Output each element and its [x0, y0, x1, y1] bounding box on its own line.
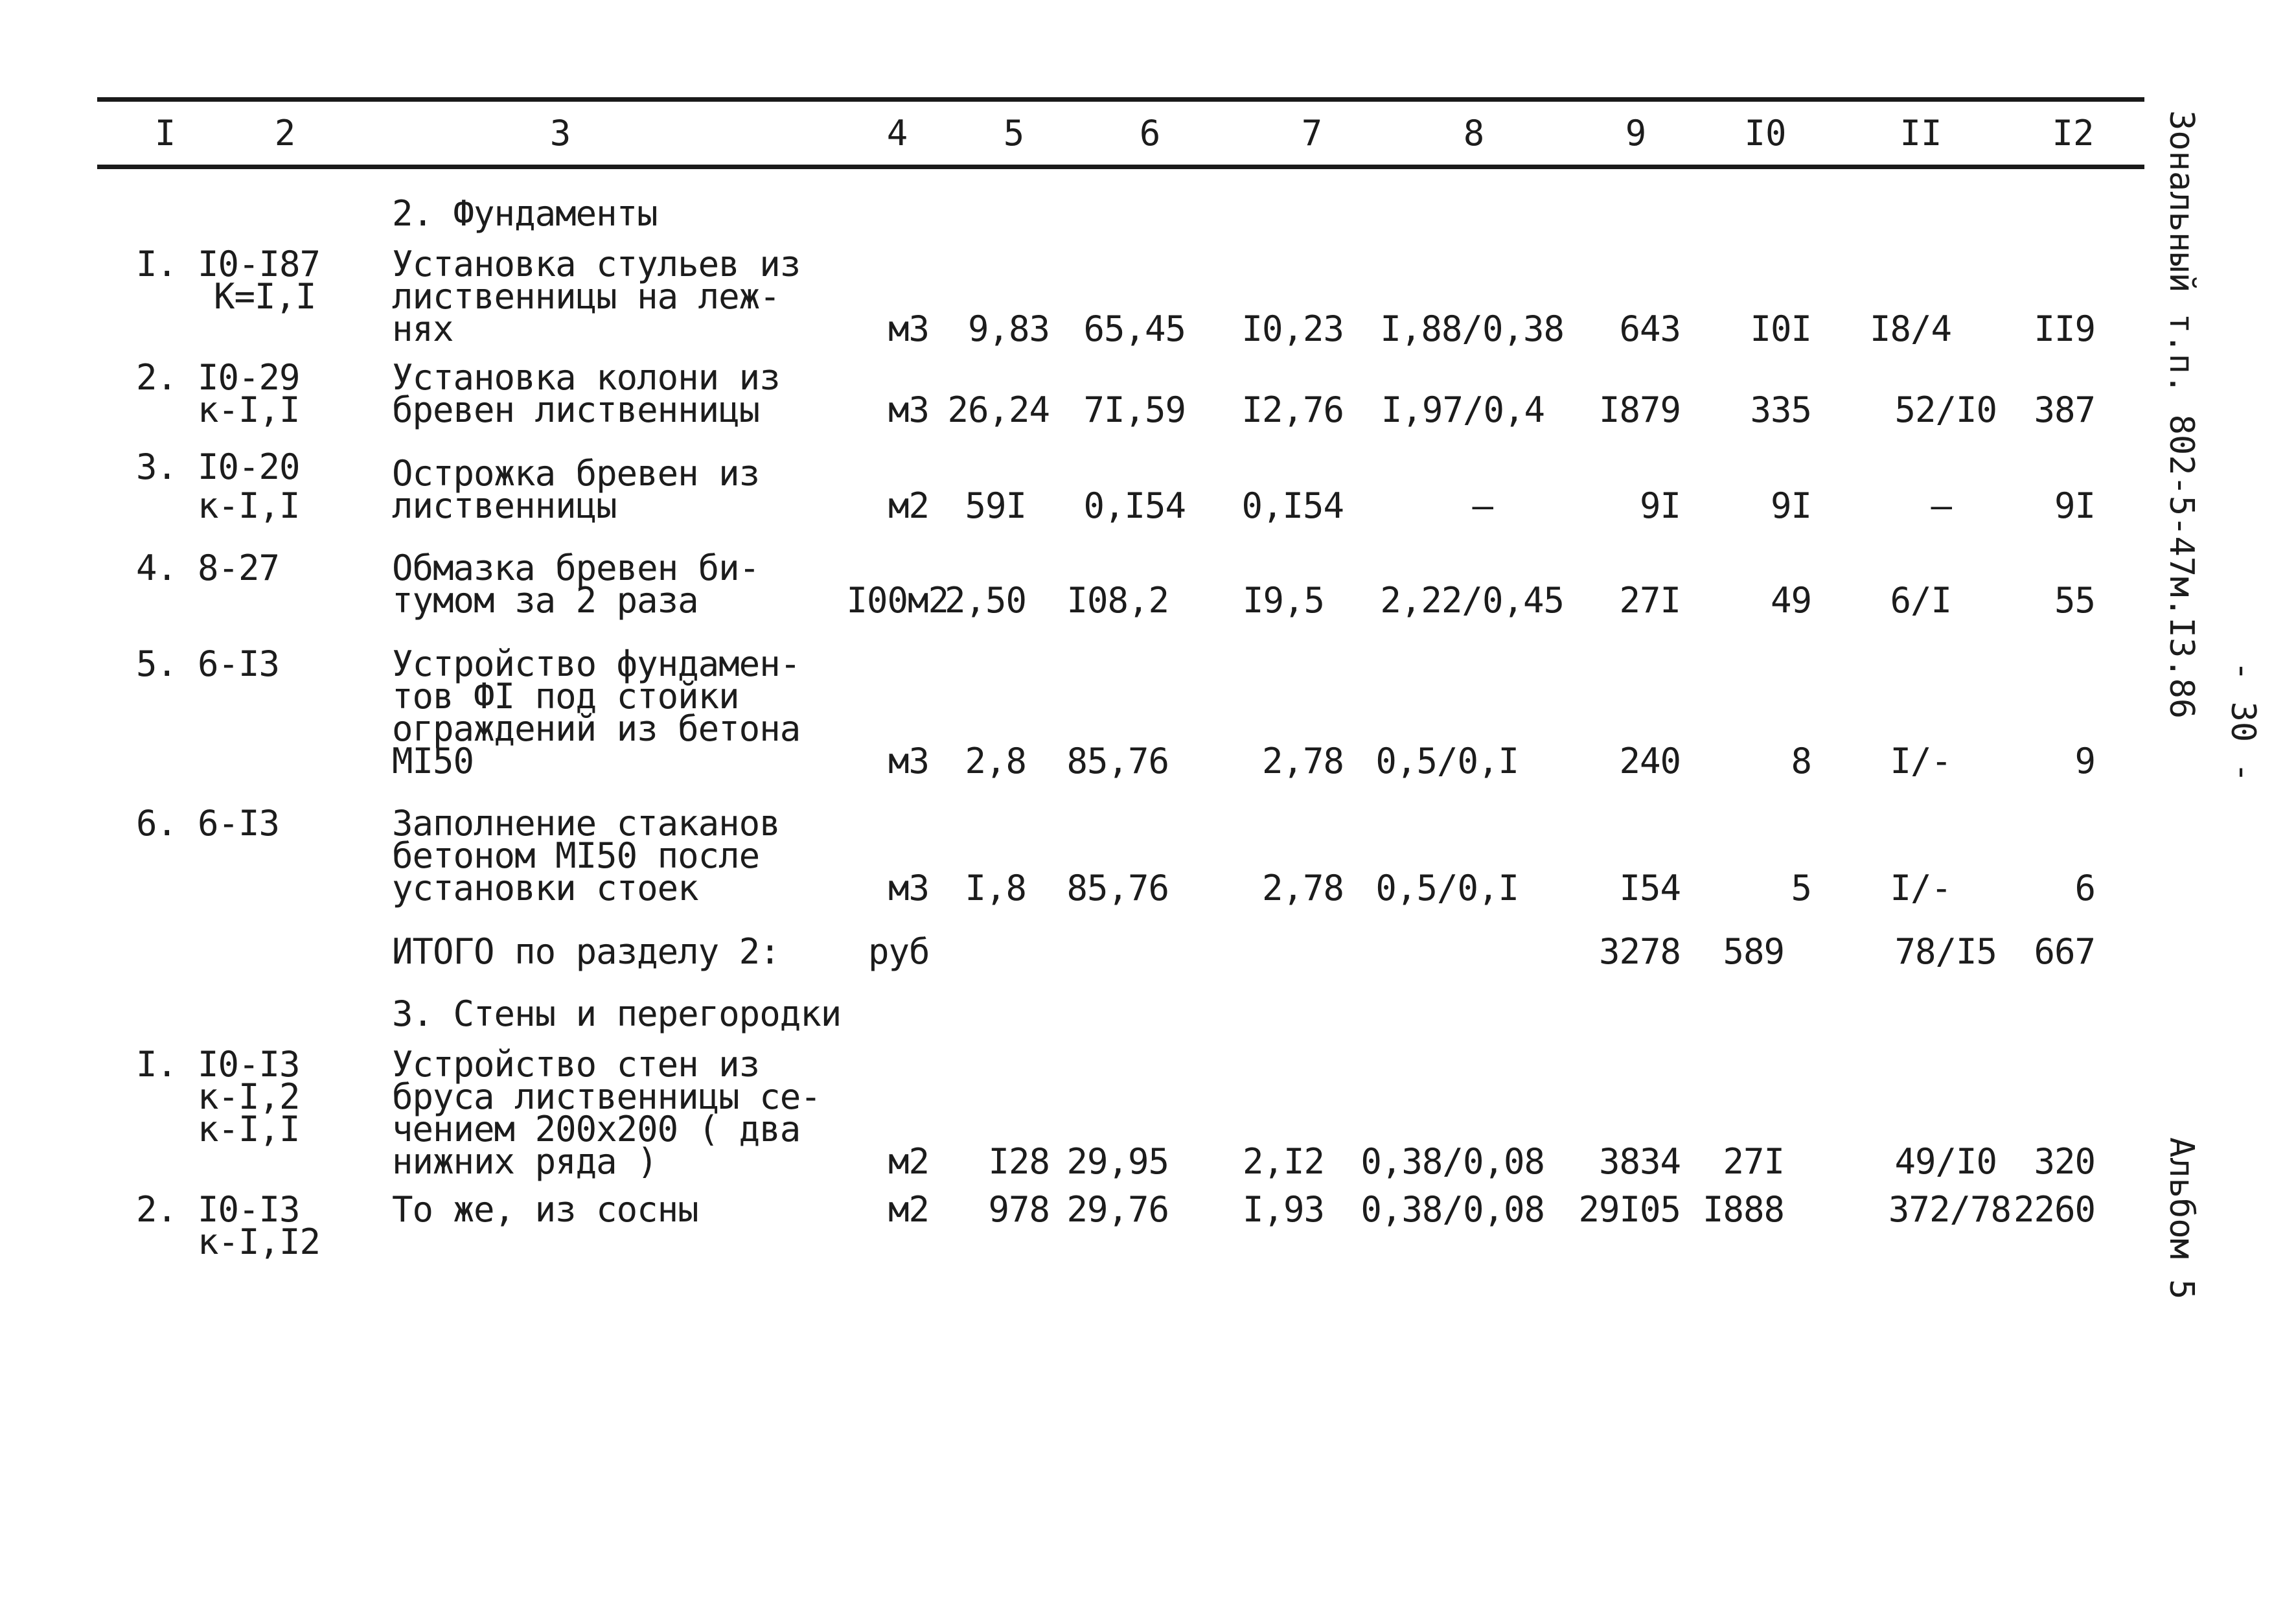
- column-header-6: 6: [1139, 113, 1161, 154]
- cell-col5: I28: [988, 1141, 1050, 1182]
- cell-col9: I54: [1619, 868, 1681, 908]
- column-header-12: I2: [2052, 113, 2095, 154]
- section-title: 3. Стены и перегородки: [392, 993, 842, 1034]
- section-title: 2. Фундаменты: [392, 193, 658, 234]
- cell-col7: 2,78: [1261, 868, 1344, 908]
- cell-col11: 52/I0: [1894, 389, 1997, 430]
- row-code: 6-I3: [198, 803, 280, 844]
- cell-col9: 240: [1619, 741, 1681, 781]
- cell-unit: м3: [888, 389, 929, 430]
- cell-col12: 387: [2034, 389, 2095, 430]
- cell-col8: I,88/0,38: [1380, 308, 1564, 349]
- row-code: 8-27: [198, 548, 280, 588]
- cell-col8: –: [1472, 485, 1493, 526]
- cell-col11: –: [1931, 485, 1951, 526]
- row-description: Заполнение стаканов: [392, 803, 780, 844]
- row-number: 6.: [136, 803, 178, 844]
- cell-col8: I,97/0,4: [1381, 389, 1544, 430]
- column-header-5: 5: [1003, 113, 1025, 154]
- row-code: I0-20: [198, 446, 300, 487]
- cell-col10: 49: [1770, 580, 1811, 621]
- cell-col6: 85,76: [1066, 741, 1169, 781]
- row-description: лиственницы: [392, 485, 617, 526]
- total-col11: 78/I5: [1894, 931, 1997, 972]
- row-description: Устройство стен из: [392, 1044, 760, 1085]
- cell-col5: 2,8: [965, 741, 1026, 781]
- header-top-rule: [97, 97, 2144, 102]
- row-description: чением 200х200 ( два: [392, 1109, 801, 1150]
- row-description: нижних ряда ): [392, 1141, 658, 1182]
- cell-col6: 29,76: [1066, 1189, 1169, 1230]
- cell-col5: 9,83: [967, 308, 1050, 349]
- row-description: тумом за 2 раза: [392, 580, 698, 621]
- cell-col10: 5: [1791, 868, 1811, 908]
- cell-col10: 9I: [1770, 485, 1811, 526]
- header-bottom-rule: [97, 165, 2144, 169]
- cell-unit: I00м2: [846, 580, 948, 621]
- section-total-label: ИТОГО по разделу 2:: [392, 931, 780, 972]
- row-code: к-I,2: [198, 1076, 300, 1117]
- cell-col6: 7I,59: [1083, 389, 1186, 430]
- cell-col7: I2,76: [1241, 389, 1344, 430]
- cell-col8: 0,38/0,08: [1360, 1141, 1544, 1182]
- album-label: Альбом 5: [2162, 1137, 2201, 1300]
- cell-col10: 8: [1791, 741, 1811, 781]
- row-description: лиственницы на леж-: [392, 276, 780, 317]
- total-col10: 589: [1723, 931, 1784, 972]
- cell-col9: 27I: [1619, 580, 1681, 621]
- cell-col11: I/-: [1890, 741, 1951, 781]
- cell-col12: 9: [2074, 741, 2095, 781]
- cell-unit: м3: [888, 308, 929, 349]
- cell-col11: 49/I0: [1894, 1141, 1997, 1182]
- cell-unit: м2: [888, 1141, 929, 1182]
- total-col9: 3278: [1598, 931, 1681, 972]
- total-col12: 667: [2034, 931, 2095, 972]
- cell-col5: 2,50: [944, 580, 1026, 621]
- cell-unit: м3: [888, 741, 929, 781]
- cell-col6: 0,I54: [1083, 485, 1186, 526]
- cell-col10: 335: [1750, 389, 1811, 430]
- cell-col9: I879: [1598, 389, 1681, 430]
- cell-col8: 0,5/0,I: [1375, 741, 1519, 781]
- column-header-11: II: [1900, 113, 1942, 154]
- cell-col5: 59I: [965, 485, 1026, 526]
- column-header-3: 3: [549, 113, 571, 154]
- cell-col12: 6: [2074, 868, 2095, 908]
- row-code: к-I,I: [198, 1109, 300, 1150]
- column-header-10: I0: [1744, 113, 1787, 154]
- cell-col9: 29I05: [1578, 1189, 1681, 1230]
- column-header-4: 4: [886, 113, 908, 154]
- column-header-8: 8: [1463, 113, 1485, 154]
- cell-col6: 65,45: [1083, 308, 1186, 349]
- cell-col7: I0,23: [1241, 308, 1344, 349]
- row-description: Установка стульев из: [392, 244, 801, 284]
- cell-col10: I0I: [1750, 308, 1811, 349]
- cell-col5: I,8: [965, 868, 1026, 908]
- cell-col5: 978: [988, 1189, 1050, 1230]
- row-code: к-I,I2: [198, 1221, 321, 1262]
- row-description: Устройство фундамен-: [392, 643, 801, 684]
- row-description: МI50: [392, 741, 474, 781]
- page-number: - 30 -: [2223, 661, 2262, 783]
- cell-unit: м3: [888, 868, 929, 908]
- column-header-7: 7: [1301, 113, 1323, 154]
- cell-col7: I,93: [1242, 1189, 1324, 1230]
- cell-col7: I9,5: [1242, 580, 1324, 621]
- cell-col11: I/-: [1890, 868, 1951, 908]
- cell-col9: 9I: [1639, 485, 1681, 526]
- row-description: нях: [392, 308, 453, 349]
- row-code: I0-I3: [198, 1189, 300, 1230]
- cell-unit: м2: [888, 485, 929, 526]
- cell-col6: 85,76: [1066, 868, 1169, 908]
- cell-col9: 643: [1619, 308, 1681, 349]
- cell-col5: 26,24: [947, 389, 1050, 430]
- cell-col8: 0,38/0,08: [1360, 1189, 1544, 1230]
- cell-col9: 3834: [1598, 1141, 1681, 1182]
- cell-col6: I08,2: [1066, 580, 1169, 621]
- row-number: 2.: [136, 357, 178, 398]
- row-code: К=I,I: [214, 276, 316, 317]
- cell-col12: 55: [2054, 580, 2095, 621]
- cell-col11: 6/I: [1890, 580, 1951, 621]
- cell-col8: 2,22/0,45: [1380, 580, 1564, 621]
- cell-col6: 29,95: [1066, 1141, 1169, 1182]
- row-description: Установка колони из: [392, 357, 780, 398]
- column-header-1: I: [154, 113, 176, 154]
- row-description: бревен лиственницы: [392, 389, 760, 430]
- cell-col11: 372/78: [1888, 1189, 2011, 1230]
- cell-col8: 0,5/0,I: [1375, 868, 1519, 908]
- cell-col7: 0,I54: [1241, 485, 1344, 526]
- row-number: 3.: [136, 446, 178, 487]
- row-description: Острожка бревен из: [392, 453, 760, 494]
- cell-col12: 320: [2034, 1141, 2095, 1182]
- row-number: 5.: [136, 643, 178, 684]
- row-description: бруса лиственницы се-: [392, 1076, 821, 1117]
- row-description: Обмазка бревен би-: [392, 548, 760, 588]
- row-description: тов ФI под стойки: [392, 676, 739, 717]
- cell-col12: II9: [2034, 308, 2095, 349]
- row-number: I.: [136, 1044, 178, 1085]
- row-number: 4.: [136, 548, 178, 588]
- row-code: I0-I3: [198, 1044, 300, 1085]
- row-description: То же, из сосны: [392, 1189, 698, 1230]
- cell-unit: м2: [888, 1189, 929, 1230]
- cell-col11: I8/4: [1869, 308, 1951, 349]
- row-number: 2.: [136, 1189, 178, 1230]
- row-description: установки стоек: [392, 868, 698, 908]
- column-header-9: 9: [1625, 113, 1647, 154]
- row-code: 6-I3: [198, 643, 280, 684]
- row-description: бетоном МI50 после: [392, 835, 760, 876]
- row-code: I0-I87: [198, 244, 321, 284]
- cell-col12: 2260: [2013, 1189, 2095, 1230]
- row-number: I.: [136, 244, 178, 284]
- row-code: к-I,I: [198, 389, 300, 430]
- column-header-2: 2: [274, 113, 296, 154]
- cell-col10: 27I: [1723, 1141, 1784, 1182]
- cell-col7: 2,78: [1261, 741, 1344, 781]
- cell-col12: 9I: [2054, 485, 2095, 526]
- row-description: ограждений из бетона: [392, 708, 801, 749]
- row-code: к-I,I: [198, 485, 300, 526]
- cell-col7: 2,I2: [1242, 1141, 1324, 1182]
- cell-col10: I888: [1702, 1189, 1784, 1230]
- series-label: Зональный т.п. 802-5-47м.I3.86: [2162, 110, 2201, 719]
- section-total-unit: руб: [868, 931, 930, 972]
- row-code: I0-29: [198, 357, 300, 398]
